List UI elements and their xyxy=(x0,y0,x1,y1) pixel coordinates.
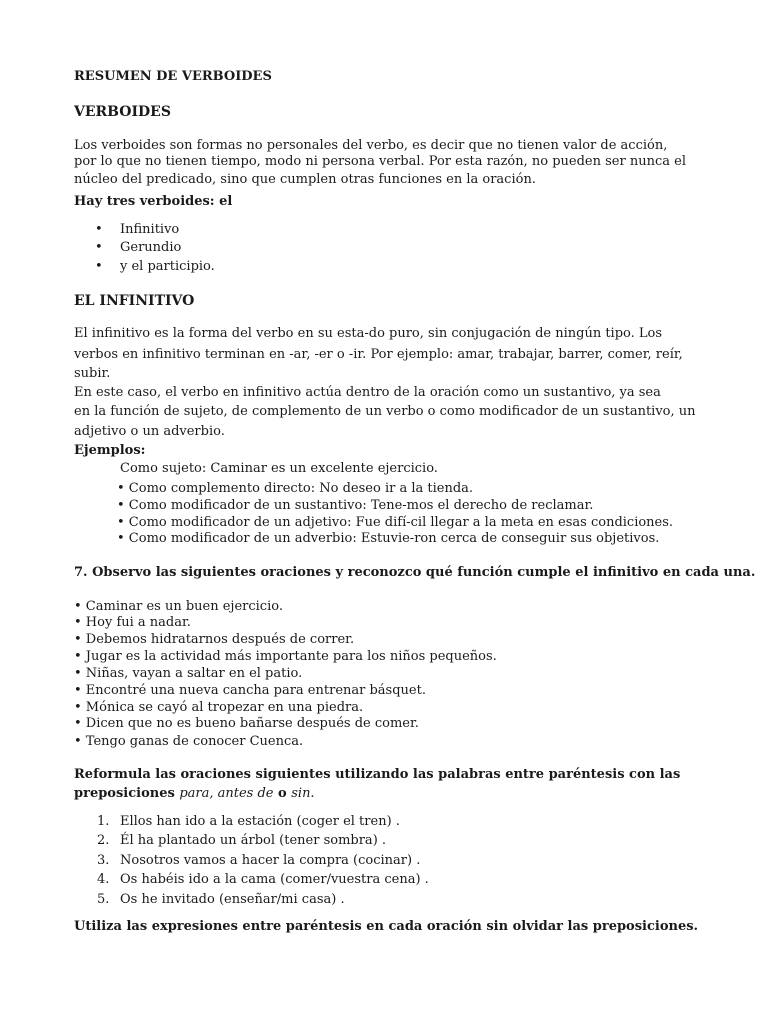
list-item: Infinitivo xyxy=(120,222,180,237)
reformula-heading-text: o xyxy=(273,786,292,801)
list-item: • Encontré una nueva cancha para entrenar básquet. xyxy=(74,683,426,698)
final-heading: Utiliza las expresiones entre paréntesis en cada oración sin olvidar las preposiciones. xyxy=(74,919,699,934)
bullet-icon: • xyxy=(95,240,103,255)
list-item: Os habéis ido a la cama (comer/vuestra cena) . xyxy=(120,872,429,887)
list-item: • Mónica se cayó al tropezar en una piedra. xyxy=(74,700,364,715)
subheading-tres-verboides: Hay tres verboides: el xyxy=(74,194,233,209)
reformula-italic-prepositions: para, antes de xyxy=(179,786,274,801)
heading-infinitivo: EL INFINITIVO xyxy=(74,293,195,309)
reformula-heading-line2 xyxy=(74,785,315,803)
heading-verboides: VERBOIDES xyxy=(74,104,171,120)
bullet-icon: • xyxy=(95,222,103,237)
list-item: • Jugar es la actividad más importante para los niños pequeños. xyxy=(74,649,497,664)
list-number: 5. xyxy=(97,892,110,907)
list-item: • Debemos hidratarnos después de correr. xyxy=(74,632,355,647)
paragraph-line: por lo que no tienen tiempo, modo ni persona verbal. Por esta razón, no pueden ser nunca el xyxy=(74,154,686,169)
example-line: Como sujeto: Caminar es un excelente ejercicio. xyxy=(120,461,438,476)
paragraph-line: verbos en infinitivo terminan en -ar, -er o -ir. Por ejemplo: amar, trabajar, barrer, comer, reír, xyxy=(74,347,683,362)
document-title: RESUMEN DE VERBOIDES xyxy=(74,69,272,84)
list-number: 2. xyxy=(97,833,110,848)
paragraph-line: subir. xyxy=(74,366,111,381)
reformula-heading-line1: Reformula las oraciones siguientes utilizando las palabras entre paréntesis con las xyxy=(74,767,681,782)
list-item: • Dicen que no es bueno bañarse después de comer. xyxy=(74,716,419,731)
reformula-italic-sin: sin. xyxy=(291,786,315,801)
bullet-icon: • xyxy=(95,259,103,274)
paragraph-line: El infinitivo es la forma del verbo en su esta-do puro, sin conjugación de ningún tipo. Los xyxy=(74,326,663,341)
paragraph-line: núcleo del predicado, sino que cumplen otras funciones en la oración. xyxy=(74,172,536,187)
list-item: • Caminar es un buen ejercicio. xyxy=(74,599,283,614)
list-number: 4. xyxy=(97,872,110,887)
paragraph-line: adjetivo o un adverbio. xyxy=(74,424,225,439)
reformula-heading-text: preposiciones xyxy=(74,786,180,801)
list-item: Os he invitado (enseñar/mi casa) . xyxy=(120,892,345,907)
list-item: y el participio. xyxy=(120,259,215,274)
examples-label: Ejemplos: xyxy=(74,443,146,458)
list-item: • Tengo ganas de conocer Cuenca. xyxy=(74,734,304,749)
list-number: 3. xyxy=(97,853,110,868)
list-item: Ellos han ido a la estación (coger el tren) . xyxy=(120,814,400,829)
exercise-7-heading: 7. Observo las siguientes oraciones y reconozco qué función cumple el infinitivo en cada una. xyxy=(74,565,756,580)
list-item: Nosotros vamos a hacer la compra (cocinar) . xyxy=(120,853,421,868)
list-item: Él ha plantado un árbol (tener sombra) . xyxy=(120,833,387,848)
list-item: • Hoy fui a nadar. xyxy=(74,615,191,630)
paragraph-line: en la función de sujeto, de complemento de un verbo o como modificador de un sustantivo, un xyxy=(74,404,696,419)
example-line: • Como complemento directo: No deseo ir a la tienda. xyxy=(117,481,474,496)
list-item: Gerundio xyxy=(120,240,182,255)
paragraph-line: En este caso, el verbo en infinitivo actúa dentro de la oración como un sustantivo, ya sea xyxy=(74,385,661,400)
example-line: • Como modificador de un adjetivo: Fue difí-cil llegar a la meta en esas condiciones. xyxy=(117,515,674,530)
list-number: 1. xyxy=(97,814,110,829)
paragraph-line: Los verboides son formas no personales del verbo, es decir que no tienen valor de acción, xyxy=(74,138,668,153)
example-line: • Como modificador de un sustantivo: Tene-mos el derecho de reclamar. xyxy=(117,498,594,513)
example-line: • Como modificador de un adverbio: Estuvie-ron cerca de conseguir sus objetivos. xyxy=(117,531,660,546)
list-item: • Niñas, vayan a saltar en el patio. xyxy=(74,666,303,681)
